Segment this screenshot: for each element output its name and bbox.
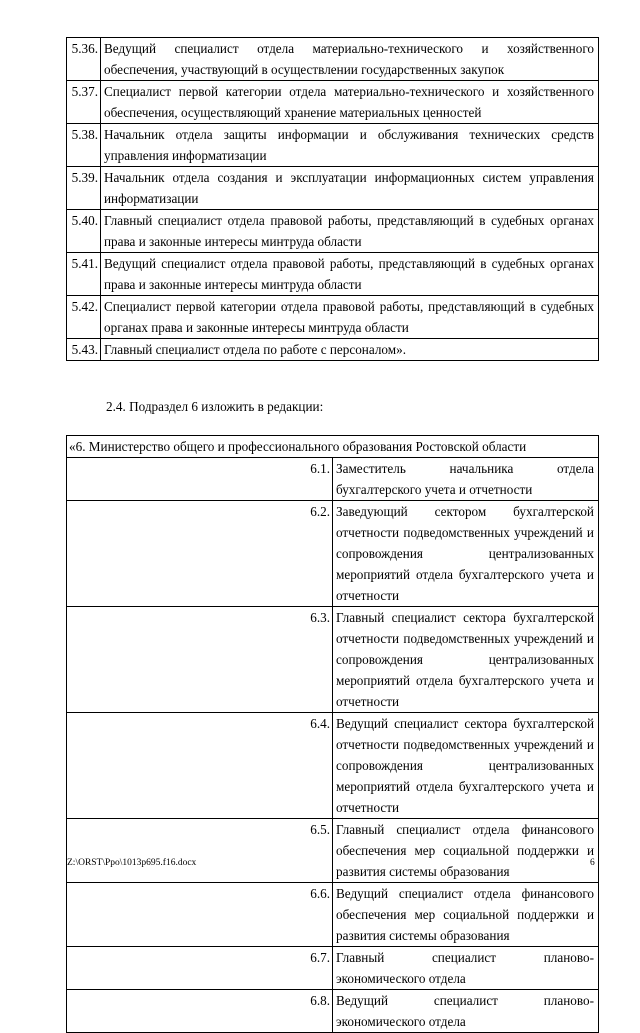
row-text: Специалист первой категории отдела правовой работы, представляющий в судебных органах права и законные интересы минтруда области	[101, 296, 599, 339]
row-text: Начальник отдела создания и эксплуатации информационных систем управления информатизации	[101, 167, 599, 210]
table-row	[67, 124, 599, 167]
table-row	[67, 501, 599, 607]
positions-table-section-5	[66, 37, 599, 361]
row-number: 5.39.	[67, 167, 101, 210]
row-number: 6.6.	[67, 883, 333, 947]
row-number: 6.3.	[67, 607, 333, 713]
row-text: Ведущий специалист сектора бухгалтерской отчетности подведомственных учреждений и сопровождения централизованных мероприятий отдела бухгалтерского учета и отчетности	[333, 713, 599, 819]
row-number: 5.43.	[67, 339, 101, 361]
row-number: 6.4.	[67, 713, 333, 819]
table-header-row	[67, 436, 599, 458]
row-number: 6.5.	[67, 819, 333, 883]
row-number: 6.2.	[67, 501, 333, 607]
row-text: Специалист первой категории отдела материально-технического и хозяйственного обеспечения, осуществляющий хранение материальных ценностей	[101, 81, 599, 124]
table-row	[67, 819, 599, 883]
table-row	[67, 38, 599, 81]
table-row	[67, 713, 599, 819]
row-number: 6.8.	[67, 990, 333, 1033]
row-text: Заместитель начальника отдела бухгалтерского учета и отчетности	[333, 458, 599, 501]
row-text: Ведущий специалист планово-экономического отдела	[333, 990, 599, 1033]
row-text: Главный специалист отдела финансового обеспечения мер социальной поддержки и развития системы образования	[333, 819, 599, 883]
footer-file-path: Z:\ORST\Ppo\1013p695.f16.docx	[67, 858, 197, 868]
table-row	[67, 990, 599, 1033]
row-number: 5.37.	[67, 81, 101, 124]
positions-table-section-6	[66, 435, 599, 1033]
table-row	[67, 883, 599, 947]
table-row	[67, 458, 599, 501]
table-row	[67, 947, 599, 990]
table-row	[67, 210, 599, 253]
row-number: 5.40.	[67, 210, 101, 253]
row-text: Главный специалист сектора бухгалтерской отчетности подведомственных учреждений и сопровождения централизованных мероприятий отдела бухгалтерского учета и отчетности	[333, 607, 599, 713]
table-row	[67, 607, 599, 713]
table-row	[67, 296, 599, 339]
row-number: 5.42.	[67, 296, 101, 339]
row-text: Главный специалист отдела по работе с персоналом».	[101, 339, 599, 361]
row-text: Ведущий специалист отдела материально-технического и хозяйственного обеспечения, участвующий в осуществлении государственных закупок	[101, 38, 599, 81]
row-number: 5.41.	[67, 253, 101, 296]
row-number: 5.36.	[67, 38, 101, 81]
row-number: 6.7.	[67, 947, 333, 990]
row-text: Ведущий специалист отдела правовой работы, представляющий в судебных органах права и законные интересы минтруда области	[101, 253, 599, 296]
row-text: Заведующий сектором бухгалтерской отчетности подведомственных учреждений и сопровождения централизованных мероприятий отдела бухгалтерского учета и отчетности	[333, 501, 599, 607]
table-row	[67, 167, 599, 210]
table-row	[67, 81, 599, 124]
row-text: Главный специалист планово-экономического отдела	[333, 947, 599, 990]
row-text: Главный специалист отдела правовой работы, представляющий в судебных органах права и законные интересы минтруда области	[101, 210, 599, 253]
row-text: Ведущий специалист отдела финансового обеспечения мер социальной поддержки и развития системы образования	[333, 883, 599, 947]
footer-page-number: 6	[590, 858, 595, 868]
row-number: 6.1.	[67, 458, 333, 501]
ministry-heading: «6. Министерство общего и профессионального образования Ростовской области	[67, 436, 599, 458]
amendment-paragraph: 2.4. Подраздел 6 изложить в редакции:	[106, 399, 324, 414]
row-text: Начальник отдела защиты информации и обслуживания технических средств управления информатизации	[101, 124, 599, 167]
row-number: 5.38.	[67, 124, 101, 167]
table-row	[67, 253, 599, 296]
table-row	[67, 339, 599, 361]
